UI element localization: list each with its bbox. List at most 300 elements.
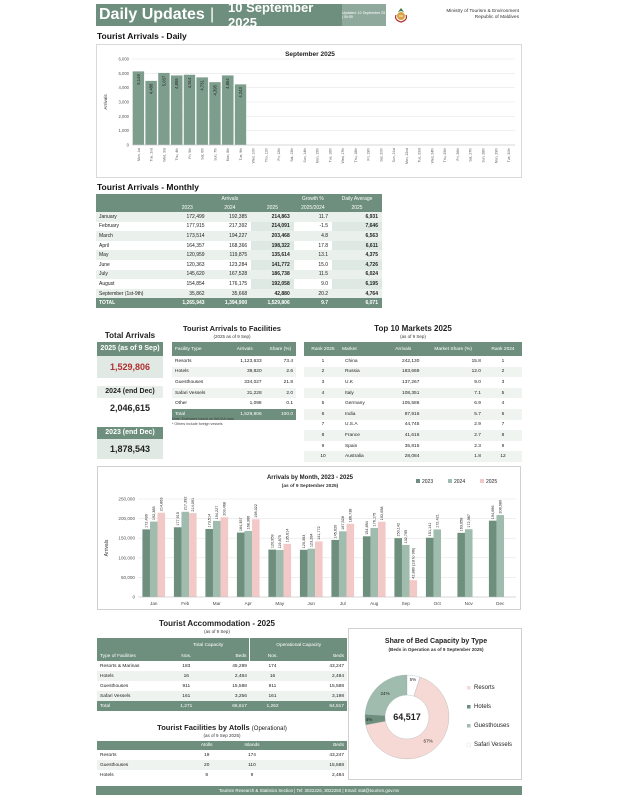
daily-xtick: Mon, 8th	[226, 148, 231, 162]
facilities-total-cell: 1,529,806	[225, 409, 265, 420]
atoll-cell: 15,588	[278, 760, 348, 770]
atoll-row	[97, 770, 347, 780]
monthly-total-row	[96, 298, 382, 308]
daily-xtick: Tue, 2nd	[149, 148, 154, 162]
monthly-cell: 120,959	[166, 250, 209, 260]
market-cell: 8	[484, 430, 522, 441]
market-cell: 5	[321, 401, 325, 407]
daily-xtick: Wed, 17th	[341, 147, 346, 164]
bymonth-bar-label: 119,875	[278, 535, 283, 549]
bymonth-bar	[213, 521, 221, 597]
facilities-cell: 2.0	[265, 388, 296, 399]
facilities-row	[172, 377, 296, 388]
donut-slice-label: 4%	[365, 716, 373, 722]
daily-xtick: Sat, 27th	[468, 148, 473, 162]
monthly-cell: 168,366	[229, 242, 248, 249]
accommodation-cell: 3,256	[206, 691, 250, 701]
atolls-subtitle: (as of 9 Sep 2025)	[203, 733, 241, 738]
accommodation-title: Tourist Accommodation - 2025	[158, 619, 276, 628]
market-cell: 108,351	[384, 388, 422, 399]
title-separator: |	[210, 6, 215, 23]
daily-ytick: 2,000	[118, 113, 129, 119]
market-row	[304, 451, 522, 462]
bymonth-bar-label: 163,658	[459, 517, 464, 532]
accommodation-cell: 911	[268, 683, 277, 689]
market-row	[304, 356, 522, 367]
monthly-cell: -1.5	[319, 223, 329, 230]
header-bar	[96, 0, 522, 30]
accommodation-table	[97, 638, 347, 711]
daily-xtick: Sun, 21st	[392, 148, 397, 163]
markets-header: Rank 2024	[484, 342, 522, 356]
market-cell: 5	[484, 388, 522, 399]
market-row	[304, 430, 522, 441]
facilities-cell: Guesthouses	[175, 379, 204, 385]
bymonth-ytick: 150,000	[118, 535, 135, 541]
acc-group-total: Total Capacity	[167, 638, 250, 652]
daily-xtick: Fri, 19th	[366, 148, 371, 161]
monthly-cell: 141,772	[251, 260, 294, 270]
bymonth-bar-label: 164,357	[239, 517, 244, 532]
donut-legend-swatch	[467, 705, 471, 709]
bymonth-bar-label: 123,284	[309, 533, 314, 548]
bymonth-bar-label: 194,227	[215, 505, 220, 520]
accommodation-cell: Guesthouses	[100, 683, 129, 689]
bymonth-ytick: 50,000	[120, 574, 135, 580]
market-cell: 137,267	[402, 379, 420, 385]
markets-header: Market	[342, 342, 384, 356]
market-cell: 1	[321, 358, 325, 364]
monthly-cell: 4,764	[332, 289, 382, 299]
atoll-cell: 43,247	[329, 752, 344, 758]
bymonth-chart-frame	[97, 466, 521, 610]
market-cell: 10	[304, 451, 342, 462]
monthly-head-arrivals: Arrivals	[166, 194, 294, 203]
bymonth-bar	[339, 531, 347, 597]
monthly-cell: 203,468	[251, 231, 294, 241]
bymonth-bar-label: 172,987	[467, 513, 472, 528]
monthly-cell: 119,875	[209, 250, 252, 260]
facilities-cell: 39,820	[225, 367, 265, 378]
market-cell: 28,084	[384, 451, 422, 462]
accommodation-subtitle: (as of 9 Sep)	[204, 629, 230, 634]
bymonth-ytick: 200,000	[118, 516, 135, 522]
markets-header: Arrivals	[384, 342, 422, 356]
bymonth-bar-label: 198,322	[254, 504, 259, 518]
bymonth-xtick: Oct	[433, 601, 441, 606]
facilities-table	[172, 342, 296, 420]
monthly-cell: 145,620	[166, 270, 209, 280]
monthly-row	[96, 241, 382, 251]
monthly-cell: 9.0	[321, 280, 329, 287]
facilities-header: Share (%)	[265, 342, 296, 356]
daily-xtick: Thu, 18th	[353, 148, 358, 163]
market-cell: Spain	[345, 443, 358, 449]
daily-xtick: Mon, 29th	[494, 148, 499, 164]
monthly-cell: 172,499	[166, 212, 209, 222]
monthly-row	[96, 212, 382, 222]
donut-slice-label: 24%	[380, 691, 390, 697]
market-cell: 8	[304, 430, 342, 441]
market-cell: 1.8	[422, 451, 484, 462]
atoll-cell: 8	[205, 772, 209, 778]
bymonth-xtick: Feb	[181, 601, 190, 606]
market-cell: Italy	[342, 388, 384, 399]
market-cell: 9	[501, 443, 505, 449]
market-cell: 35,815	[404, 443, 420, 449]
acc-group-operational: Operational Capacity	[250, 638, 347, 652]
monthly-cell: 214,091	[251, 222, 294, 232]
atolls-header: Atolls	[187, 741, 226, 750]
accommodation-row	[97, 691, 347, 701]
market-row	[304, 441, 522, 452]
market-row	[304, 388, 522, 399]
bymonth-bar	[363, 536, 371, 597]
daily-bar-label: 4,488	[148, 83, 154, 95]
monthly-table	[96, 194, 382, 308]
market-cell: Russia	[342, 367, 384, 378]
facilities-note: Note: Estimates based on IMUGA data	[172, 417, 234, 421]
market-cell: 2.9	[474, 422, 481, 428]
markets-header: Rank 2025	[304, 342, 342, 356]
market-cell: 7	[321, 422, 325, 428]
bymonth-ytick: 0	[132, 594, 135, 600]
daily-xtick: Wed, 3rd	[162, 148, 167, 162]
daily-xtick: Thu, 11th	[264, 148, 269, 163]
accommodation-cell: 2,484	[206, 671, 250, 681]
daily-ytick: 3,000	[118, 99, 129, 105]
monthly-cell: 11.5	[294, 270, 332, 280]
total-2023-value: 1,878,543	[97, 439, 163, 459]
monthly-cell: March	[96, 231, 166, 241]
acc-col-nos: Nos.	[250, 652, 295, 661]
bymonth-xtick: May	[275, 601, 285, 606]
bymonth-bar	[205, 529, 213, 597]
bymonth-bar	[457, 533, 465, 597]
monthly-cell: 198,322	[251, 241, 294, 251]
daily-bar-label: 4,864	[225, 78, 231, 89]
acc-col-nos: Nos.	[167, 652, 206, 661]
daily-ytick: 4,000	[118, 85, 129, 91]
market-cell: 4	[501, 401, 505, 407]
bymonth-bar	[252, 519, 260, 597]
monthly-row	[96, 250, 382, 260]
markets-table	[304, 342, 522, 462]
bymonth-bar-label: 192,385	[152, 506, 157, 521]
daily-xtick: Tue, 9th	[238, 148, 243, 161]
monthly-cell: 123,284	[229, 261, 248, 268]
daily-chart-frame	[96, 44, 522, 178]
bymonth-bar-label: 132,795	[404, 529, 409, 544]
total-2025-label: 2025 (as of 9 Sep)	[97, 342, 163, 356]
year-header: 2025	[251, 203, 294, 212]
bymonth-bar	[426, 538, 434, 597]
market-cell: 41,616	[384, 430, 422, 441]
legend-label: 2023	[422, 478, 434, 485]
bymonth-bar	[489, 521, 497, 597]
market-cell: 9.0	[474, 379, 481, 385]
monthly-cell: 173,514	[166, 231, 209, 241]
bymonth-ytick: 100,000	[118, 555, 135, 561]
atolls-table	[97, 741, 347, 780]
bymonth-xtick: Apr	[244, 601, 252, 606]
monthly-row	[96, 231, 382, 241]
donut-chart	[349, 629, 523, 781]
monthly-cell: 164,357	[186, 242, 205, 249]
bymonth-bar-label: 135,614	[285, 528, 290, 543]
bymonth-bar-label: 151,141	[428, 522, 433, 537]
bymonth-xtick: Jun	[307, 601, 315, 606]
markets-title: Top 10 Markets 2025	[374, 324, 452, 333]
daily-bar-label: 4,731	[199, 80, 205, 91]
market-cell: 3	[501, 379, 505, 385]
accommodation-cell: 43,247	[329, 663, 344, 669]
bymonth-bar	[181, 512, 189, 597]
bymonth-xtick: Jul	[339, 601, 346, 606]
monthly-row	[96, 222, 382, 232]
atoll-row	[97, 750, 347, 760]
total-2024-value: 2,046,615	[97, 398, 163, 418]
facilities-cell: Hotels	[172, 367, 225, 378]
facilities-note2: * Others include foreign vessels	[172, 422, 223, 426]
bymonth-bar-label: 208,980	[498, 499, 503, 514]
accommodation-total-row	[97, 701, 347, 711]
facilities-cell: 73.4	[283, 358, 293, 364]
ministry-name: Ministry of Tourism & Environment Republic of Maldives	[416, 4, 522, 26]
facilities-row	[172, 367, 296, 378]
bymonth-bar	[433, 529, 441, 597]
facilities-total-cell: 100.0	[265, 409, 296, 420]
bymonth-bar	[268, 550, 276, 597]
daily-ylabel: Arrivals	[103, 94, 108, 110]
monthly-cell: 214,863	[251, 212, 294, 222]
monthly-row	[96, 260, 382, 270]
daily-xtick: Fri, 26th	[455, 148, 460, 161]
atoll-cell: 174	[247, 752, 256, 758]
accommodation-cell: Hotels	[97, 671, 167, 681]
total-2023-label: 2023 (end Dec)	[97, 427, 163, 439]
bymonth-chart-title: Arrivals by Month, 2023 - 2025	[266, 475, 354, 481]
monthly-head-growth: Growth %	[294, 194, 332, 203]
monthly-cell: 6,195	[332, 279, 382, 289]
bymonth-xtick: Nov	[464, 601, 473, 606]
facilities-cell: 31,228	[225, 388, 265, 399]
bymonth-bar	[465, 529, 473, 597]
bymonth-bar	[221, 517, 229, 597]
monthly-cell: 7,646	[332, 222, 382, 232]
bymonth-bar-label: 214,863	[159, 497, 164, 512]
accommodation-total-cell: 1,271	[167, 701, 206, 711]
bymonth-bar-label: 177,915	[176, 512, 181, 526]
donut-legend-swatch	[467, 686, 471, 690]
facilities-cell: 1,098	[249, 401, 262, 407]
bymonth-bar	[158, 513, 166, 597]
accommodation-row	[97, 681, 347, 691]
daily-xtick: Fri, 12th	[277, 148, 282, 161]
market-row	[304, 377, 522, 388]
monthly-cell: February	[99, 223, 120, 230]
atolls-header: Beds	[278, 741, 348, 750]
bymonth-bar	[142, 529, 150, 597]
monthly-cell: 6,931	[332, 212, 382, 222]
bymonth-bar-label: 173,514	[207, 513, 212, 528]
daily-xtick: Thu, 4th	[175, 148, 180, 161]
monthly-total-cell: 1,265,943	[166, 298, 209, 308]
growth-header: 2025/2024	[294, 203, 332, 212]
market-cell: France	[342, 430, 384, 441]
accommodation-cell: 911	[182, 683, 191, 689]
monthly-cell: 177,915	[186, 223, 205, 230]
bymonth-bar	[284, 544, 292, 597]
daily-xtick: Sat, 13th	[289, 148, 294, 162]
total-arrivals-title: Total Arrivals	[104, 331, 156, 340]
facilities-cell: 0.1	[286, 401, 293, 407]
accommodation-cell: 174	[268, 663, 277, 669]
daily-xtick: Sat, 6th	[200, 148, 205, 160]
facilities-row	[172, 398, 296, 409]
facilities-subtitle: (2025 as of 9 Sep)	[213, 334, 251, 339]
monthly-row	[96, 270, 382, 280]
accommodation-cell: 183	[182, 663, 191, 669]
daily-xtick: Wed, 24th	[430, 148, 435, 164]
market-row	[304, 409, 522, 420]
bymonth-bar	[174, 527, 182, 597]
market-cell: 2.7	[422, 430, 484, 441]
donut-legend-label: Guesthouses	[474, 723, 510, 729]
bymonth-bar-label: 192,058	[380, 506, 385, 521]
legend-swatch	[416, 479, 420, 483]
donut-legend-label: Safari Vessels	[474, 742, 513, 748]
daily-xtick: Mon, 1st	[136, 148, 141, 162]
acc-col-beds: Beds	[295, 652, 347, 661]
bymonth-ylabel: Arrivals	[104, 539, 110, 557]
donut-slice-label: 67%	[423, 738, 433, 744]
accommodation-cell: Resorts & Marinas	[100, 663, 140, 669]
atoll-cell: 110	[226, 760, 277, 770]
atoll-cell: Hotels	[100, 772, 114, 778]
monthly-cell: 4,726	[332, 260, 382, 270]
atolls-header: Islands	[226, 741, 277, 750]
market-cell: 12	[484, 451, 522, 462]
market-cell: 242,130	[402, 358, 420, 364]
daily-ytick: 0	[126, 142, 129, 148]
facilities-row	[172, 388, 296, 399]
facilities-header: Facility Type	[172, 342, 225, 356]
bymonth-bar	[307, 549, 315, 597]
market-cell: 5.7	[422, 409, 484, 420]
market-cell: 2	[304, 367, 342, 378]
market-cell: U.S.A	[345, 422, 358, 428]
atoll-row	[97, 760, 347, 770]
market-cell: 87,916	[384, 409, 422, 420]
facilities-title: Tourist Arrivals to Facilities	[183, 324, 281, 333]
donut-title: Share of Bed Capacity by Type	[384, 638, 488, 645]
donut-legend-label: Resorts	[474, 685, 495, 691]
market-cell: 2.3	[474, 443, 481, 449]
market-cell: 1	[501, 358, 505, 364]
facilities-cell: Resorts	[175, 358, 192, 364]
bymonth-bar-label: 186,738	[348, 508, 353, 523]
bymonth-xtick: Aug	[370, 601, 379, 606]
facilities-cell: 21.8	[283, 379, 293, 385]
bymonth-xtick: Sep	[401, 601, 410, 606]
accommodation-total-cell: Total	[97, 701, 167, 711]
monthly-cell: 6,563	[332, 231, 382, 241]
accommodation-row	[97, 671, 347, 681]
daily-bar-label: 4,395	[212, 85, 218, 96]
bymonth-xtick: Dec	[496, 601, 505, 606]
bymonth-bar-label: 141,772	[317, 526, 322, 540]
market-cell: Germany	[345, 401, 365, 407]
monthly-cell: 120,363	[186, 261, 205, 268]
monthly-cell: 194,227	[209, 231, 252, 241]
bymonth-ytick: 250,000	[118, 496, 135, 502]
bymonth-bar-label: 167,528	[341, 516, 346, 530]
bymonth-bar-label: 150,142	[396, 522, 401, 537]
bymonth-bar	[315, 541, 323, 597]
bymonth-bar-label: 154,854	[365, 521, 370, 535]
facilities-cell: Other	[175, 401, 187, 407]
facilities-row	[172, 356, 296, 367]
year-header: 2023	[166, 203, 209, 212]
atoll-cell: 19	[204, 752, 210, 758]
monthly-cell: 135,614	[251, 250, 294, 260]
bymonth-bar	[276, 550, 284, 597]
bymonth-bar	[378, 522, 386, 597]
acc-col-beds: Beds	[206, 652, 250, 661]
daily-xtick: Mon, 15th	[315, 148, 320, 164]
donut-subtitle: (Beds in Operation as of 9 September 2025)	[388, 647, 484, 652]
daily-xtick: Tue, 30th	[507, 148, 512, 163]
bymonth-bar-label: 120,363	[302, 534, 307, 549]
accommodation-total-cell: 66,617	[206, 701, 250, 711]
bymonth-bar-label: 145,620	[333, 524, 338, 539]
donut-legend-swatch	[467, 743, 471, 747]
market-cell: Australia	[342, 451, 384, 462]
market-cell: 3	[321, 379, 325, 385]
bymonth-bar-label: 168,366	[246, 515, 251, 530]
monthly-total-cell: 9.7	[294, 298, 332, 308]
market-row	[304, 398, 522, 409]
monthly-cell: 154,854	[186, 280, 205, 287]
daily-bar-label: 4,914	[186, 77, 192, 89]
daily-xtick: Thu, 25th	[443, 148, 448, 163]
bymonth-bar	[189, 513, 197, 597]
accommodation-cell: 161	[250, 691, 295, 701]
market-cell: 7	[501, 422, 505, 428]
total-2025-value: 1,529,806	[97, 356, 163, 378]
market-row	[304, 420, 522, 431]
atoll-cell: Resorts	[100, 752, 117, 758]
report-date: 10 September 2025	[228, 0, 314, 30]
bymonth-bar	[331, 540, 339, 597]
daily-bar-label: 4,859	[174, 78, 180, 89]
facilities-total-cell: Total	[172, 409, 225, 420]
donut-legend-label: Hotels	[474, 704, 492, 710]
monthly-cell: 20.2	[294, 289, 332, 299]
updated-stamp: Updated: 10 September 25 | 09:55	[342, 4, 386, 26]
atoll-cell: Guesthouses	[97, 760, 187, 770]
market-cell: 9	[321, 443, 325, 449]
accommodation-cell: 16	[250, 671, 295, 681]
facilities-cell: 334,027	[244, 379, 262, 385]
monthly-cell: 35,862	[166, 289, 209, 299]
monthly-cell: 6,024	[332, 270, 382, 280]
daily-section-title: Tourist Arrivals - Daily	[97, 31, 187, 41]
market-cell: 2	[484, 367, 522, 378]
daily-bar-label: 5,037	[161, 75, 167, 87]
daily-xtick: Mon, 22nd	[404, 148, 409, 165]
